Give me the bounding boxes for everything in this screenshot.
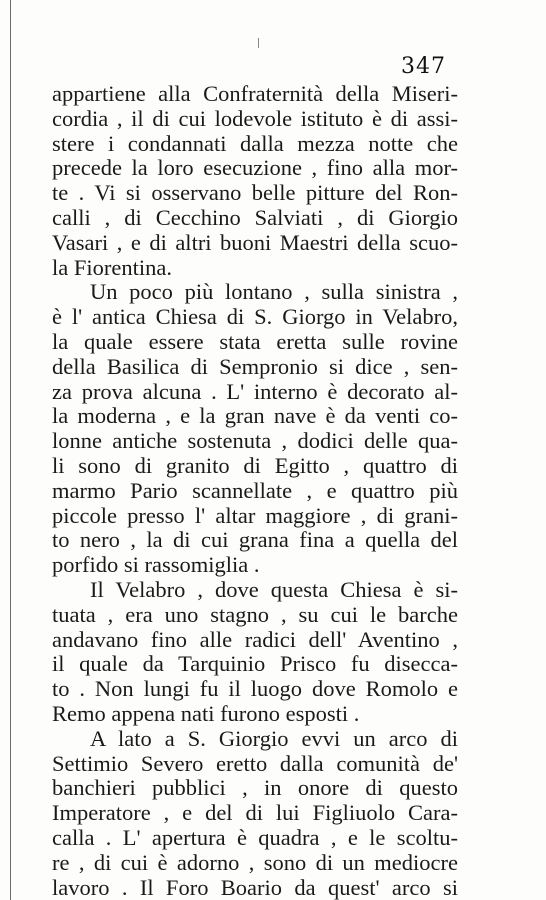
text-line: Remo appena nati furono esposti .	[52, 700, 360, 726]
text-line: marmo Pario scannellate , e quattro più	[52, 477, 458, 503]
text-line: re , di cui è adorno , sono di un mediocre	[52, 849, 458, 875]
text-line: andavano fino alle radici dell' Aventino ,	[52, 626, 458, 652]
text-line: Il Velabro , dove questa Chiesa è si-	[90, 576, 458, 602]
body-text	[52, 82, 458, 900]
text-line: il quale da Tarquinio Prisco fu disecca-	[52, 651, 458, 677]
text-line: li sono di granito di Egitto , quattro di	[52, 452, 458, 478]
print-mark	[258, 38, 259, 48]
text-line: to . Non lungi fu il luogo dove Romolo e	[52, 676, 458, 702]
page-edge	[10, 0, 11, 900]
text-line: te . Vi si osservano belle pitture del Ron-	[52, 180, 458, 206]
page-number: 347	[401, 54, 446, 79]
text-line: stere i condannati dalla mezza notte che	[52, 130, 458, 156]
text-line: piccole presso l' altar maggiore , di grani-	[52, 502, 458, 528]
text-line: la Fiorentina.	[52, 254, 172, 280]
text-line: porfido si rassomiglia .	[52, 552, 260, 578]
text-line: to nero , la di cui grana fina a quella del	[52, 527, 458, 553]
text-line: Vasari , e di altri buoni Maestri della scuo-	[52, 229, 458, 255]
text-line: precede la loro esecuzione , fino alla mor-	[52, 155, 458, 181]
text-line: A lato a S. Giorgio evvi un arco di	[90, 725, 458, 751]
text-line: banchieri pubblici , in onore di questo	[52, 775, 458, 801]
text-line: è l' antica Chiesa di S. Giorgo in Velabro,	[52, 304, 458, 330]
text-line: lavoro . Il Foro Boario da quest' arco si	[52, 874, 458, 900]
text-line: appartiene alla Confraternità della Miseri-	[52, 81, 458, 106]
text-line: della Basilica di Sempronio si dice , sen-	[52, 353, 458, 379]
text-line: calli , di Cecchino Salviati , di Giorgio	[52, 204, 458, 230]
text-line: za prova alcuna . L' interno è decorato al-	[52, 378, 458, 404]
text-line: calla . L' apertura è quadra , e le scoltu-	[52, 824, 458, 850]
text-line: Imperatore , e del di lui Figliuolo Cara-	[52, 800, 458, 826]
text-line: cordia , il di cui lodevole istituto è di assi-	[52, 105, 458, 131]
text-line: tuata , era uno stagno , su cui le barche	[52, 601, 458, 627]
text-line: Settimio Severo eretto dalla comunità de'	[52, 750, 458, 776]
text-line: lonne antiche sostenuta , dodici delle qua-	[52, 428, 458, 454]
text-line: la quale essere stata eretta sulle rovine	[52, 328, 458, 354]
text-line: Un poco più lontano , sulla sinistra ,	[90, 279, 458, 305]
text-line: la moderna , e la gran nave è da venti co-	[52, 403, 458, 429]
